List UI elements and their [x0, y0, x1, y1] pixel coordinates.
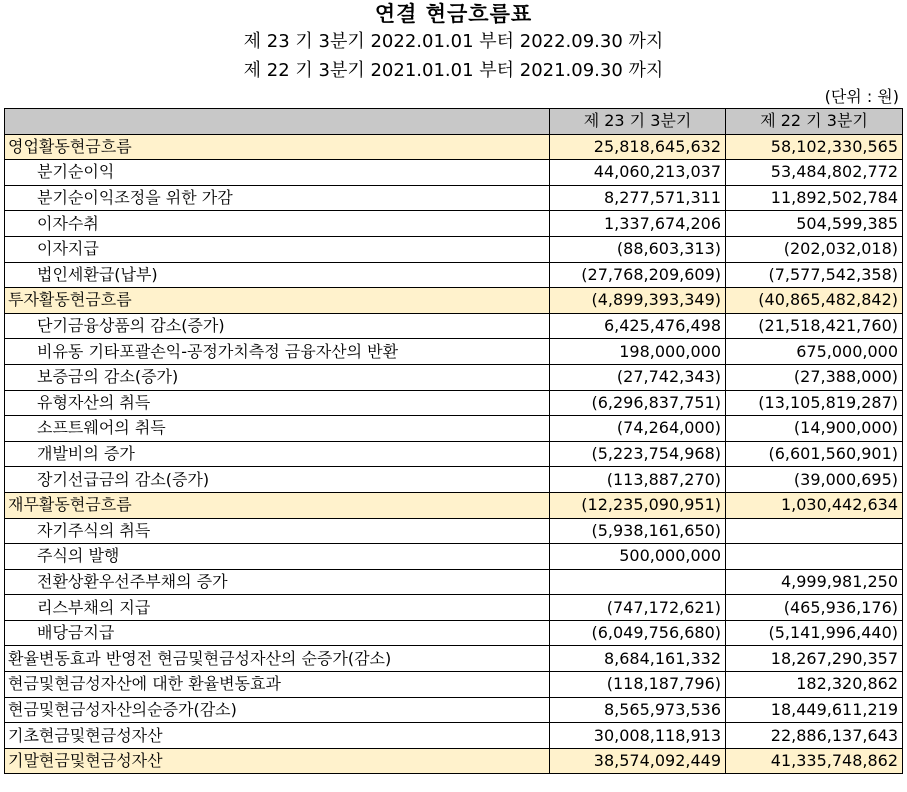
- table-row: [5, 467, 903, 493]
- row-value-previous: (39,000,695): [726, 467, 903, 493]
- row-value-current: 198,000,000: [550, 339, 726, 365]
- row-label: 기말현금및현금성자산: [5, 748, 550, 774]
- row-value-current: 6,425,476,498: [550, 313, 726, 339]
- row-value-previous: (465,936,176): [726, 595, 903, 621]
- row-label: 보증금의 감소(증가): [5, 364, 550, 390]
- header-current-period: 제 23 기 3분기: [550, 109, 726, 135]
- row-value-current: 8,684,161,332: [550, 646, 726, 672]
- row-value-current: 44,060,213,037: [550, 160, 726, 186]
- table-row: [5, 569, 903, 595]
- report-header: [0, 0, 907, 85]
- row-value-current: (6,049,756,680): [550, 620, 726, 646]
- row-label: 기초현금및현금성자산: [5, 723, 550, 749]
- table-header-row: [5, 109, 903, 135]
- row-label: 단기금융상품의 감소(증가): [5, 313, 550, 339]
- row-label: 현금및현금성자산에 대한 환율변동효과: [5, 672, 550, 698]
- table-row: [5, 211, 903, 237]
- row-value-current: 8,277,571,311: [550, 185, 726, 211]
- row-value-previous: (202,032,018): [726, 236, 903, 262]
- row-value-current: (74,264,000): [550, 416, 726, 442]
- row-label: 이자수취: [5, 211, 550, 237]
- table-row: [5, 364, 903, 390]
- table-row: [5, 185, 903, 211]
- row-value-current: 25,818,645,632: [550, 134, 726, 160]
- table-row: [5, 262, 903, 288]
- row-value-previous: 18,449,611,219: [726, 697, 903, 723]
- row-label: 소프트웨어의 취득: [5, 416, 550, 442]
- row-value-current: (5,223,754,968): [550, 441, 726, 467]
- row-label: 분기순이익조정을 위한 가감: [5, 185, 550, 211]
- row-value-current: (12,235,090,951): [550, 492, 726, 518]
- table-row: [5, 416, 903, 442]
- row-label: 비유동 기타포괄손익-공정가치측정 금융자산의 반환: [5, 339, 550, 365]
- row-label: 리스부채의 지급: [5, 595, 550, 621]
- header-label-cell: [5, 109, 550, 135]
- row-value-previous: (7,577,542,358): [726, 262, 903, 288]
- row-value-previous: (27,388,000): [726, 364, 903, 390]
- row-label: 분기순이익: [5, 160, 550, 186]
- row-label: 영업활동현금흐름: [5, 134, 550, 160]
- table-row: [5, 288, 903, 314]
- row-value-current: (4,899,393,349): [550, 288, 726, 314]
- report-title: 연결 현금흐름표: [374, 2, 533, 26]
- row-value-previous: (13,105,819,287): [726, 390, 903, 416]
- table-row: [5, 492, 903, 518]
- row-label: 개발비의 증가: [5, 441, 550, 467]
- row-label: 유형자산의 취득: [5, 390, 550, 416]
- table-row: [5, 672, 903, 698]
- row-value-previous: 504,599,385: [726, 211, 903, 237]
- row-value-previous: 22,886,137,643: [726, 723, 903, 749]
- row-value-current: 8,565,973,536: [550, 697, 726, 723]
- row-value-previous: [726, 544, 903, 570]
- table-row: [5, 339, 903, 365]
- row-value-previous: (14,900,000): [726, 416, 903, 442]
- row-value-current: (27,742,343): [550, 364, 726, 390]
- table-row: [5, 544, 903, 570]
- table-row: [5, 518, 903, 544]
- row-value-previous: 4,999,981,250: [726, 569, 903, 595]
- table-row: [5, 748, 903, 774]
- table-row: [5, 134, 903, 160]
- row-label: 이자지급: [5, 236, 550, 262]
- row-value-current: (88,603,313): [550, 236, 726, 262]
- row-value-previous: [726, 518, 903, 544]
- row-label: 배당금지급: [5, 620, 550, 646]
- row-label: 전환상환우선주부채의 증가: [5, 569, 550, 595]
- row-value-previous: (6,601,560,901): [726, 441, 903, 467]
- table-row: [5, 390, 903, 416]
- row-value-previous: (40,865,482,842): [726, 288, 903, 314]
- unit-label: (단위 : 원): [824, 87, 899, 106]
- row-value-current: (27,768,209,609): [550, 262, 726, 288]
- row-label: 장기선급금의 감소(증가): [5, 467, 550, 493]
- row-value-current: (5,938,161,650): [550, 518, 726, 544]
- table-body: [5, 134, 903, 774]
- row-label: 법인세환급(납부): [5, 262, 550, 288]
- row-value-previous: 58,102,330,565: [726, 134, 903, 160]
- table-row: [5, 236, 903, 262]
- row-value-previous: 41,335,748,862: [726, 748, 903, 774]
- table-row: [5, 723, 903, 749]
- row-value-previous: 1,030,442,634: [726, 492, 903, 518]
- row-value-current: 500,000,000: [550, 544, 726, 570]
- row-value-previous: (21,518,421,760): [726, 313, 903, 339]
- row-label: 현금및현금성자산의순증가(감소): [5, 697, 550, 723]
- table-row: [5, 595, 903, 621]
- header-previous-period: 제 22 기 3분기: [726, 109, 903, 135]
- row-value-current: (6,296,837,751): [550, 390, 726, 416]
- row-label: 재무활동현금흐름: [5, 492, 550, 518]
- row-value-current: 38,574,092,449: [550, 748, 726, 774]
- row-label: 주식의 발행: [5, 544, 550, 570]
- table-row: [5, 646, 903, 672]
- row-value-current: (118,187,796): [550, 672, 726, 698]
- row-label: 자기주식의 취득: [5, 518, 550, 544]
- table-row: [5, 441, 903, 467]
- row-value-previous: 11,892,502,784: [726, 185, 903, 211]
- period-previous: 제 22 기 3분기 2021.01.01 부터 2021.09.30 까지: [243, 60, 664, 81]
- table-row: [5, 160, 903, 186]
- row-value-current: 1,337,674,206: [550, 211, 726, 237]
- row-value-previous: 182,320,862: [726, 672, 903, 698]
- table-row: [5, 620, 903, 646]
- row-value-previous: (5,141,996,440): [726, 620, 903, 646]
- period-current: 제 23 기 3분기 2022.01.01 부터 2022.09.30 까지: [243, 31, 664, 52]
- row-label: 투자활동현금흐름: [5, 288, 550, 314]
- table-row: [5, 697, 903, 723]
- row-value-previous: 675,000,000: [726, 339, 903, 365]
- row-value-current: (113,887,270): [550, 467, 726, 493]
- row-value-previous: 53,484,802,772: [726, 160, 903, 186]
- cash-flow-table: [4, 108, 903, 774]
- row-value-current: [550, 569, 726, 595]
- row-value-previous: 18,267,290,357: [726, 646, 903, 672]
- row-value-current: 30,008,118,913: [550, 723, 726, 749]
- row-value-current: (747,172,621): [550, 595, 726, 621]
- row-label: 환율변동효과 반영전 현금및현금성자산의 순증가(감소): [5, 646, 550, 672]
- table-row: [5, 313, 903, 339]
